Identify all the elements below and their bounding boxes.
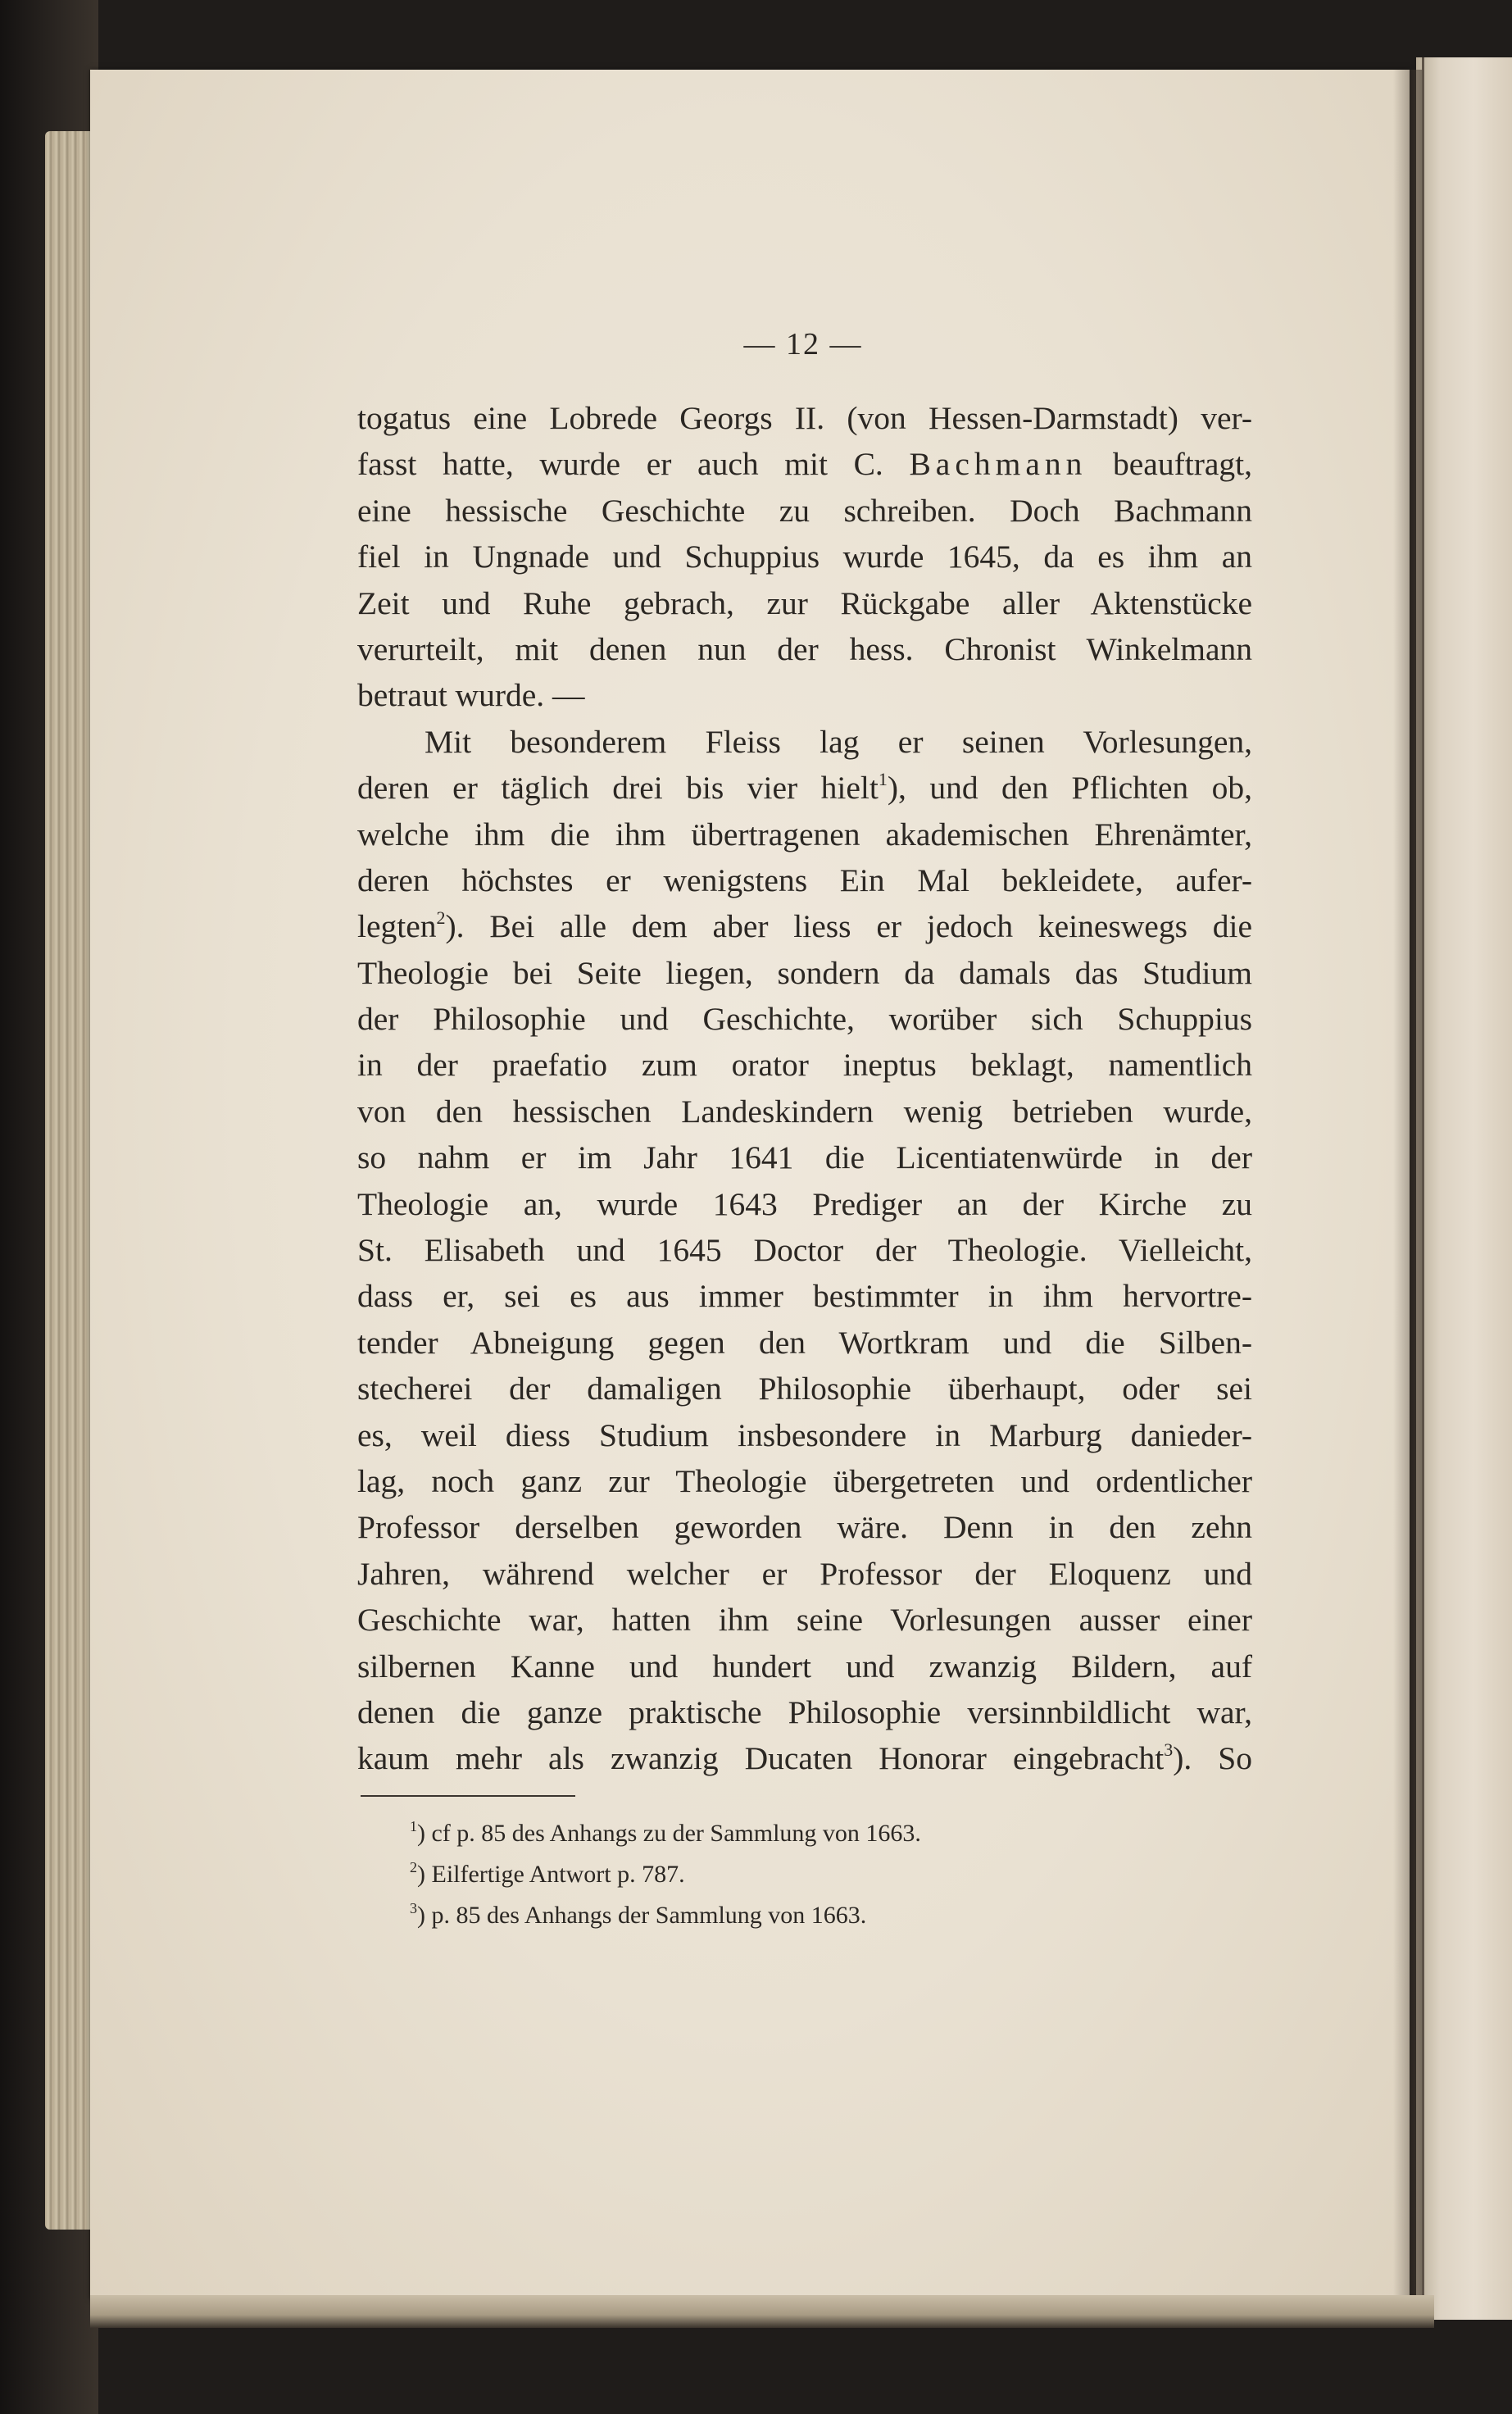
body-text: [357, 395, 1252, 1782]
text-line: denen die ganze praktische Philosophie versinnbildlicht war,: [357, 1693, 1252, 1730]
footnote: [410, 1813, 1229, 1854]
footnote-text: ) cf p. 85 des Anhangs zu der Sammlung von 1663.: [417, 1820, 921, 1847]
text-line: eine hessische Geschichte zu schreiben. Doch Bachmann: [357, 492, 1252, 529]
page-number: — 12 —: [743, 327, 863, 361]
text-run: fasst hatte, wurde er auch mit C.: [357, 446, 910, 483]
footnote-text: ) p. 85 des Anhangs der Sammlung von 1663.: [417, 1902, 867, 1929]
footnote-number: 2: [410, 1859, 417, 1875]
footnote-reference: 1: [878, 769, 888, 790]
text-line: fiel in Ungnade und Schuppius wurde 1645, da es ihm an: [357, 539, 1252, 575]
text-run: ), und den Pflichten ob,: [887, 770, 1252, 807]
footnote: [410, 1854, 1229, 1895]
text-line: silbernen Kanne und hundert und zwanzig Bildern, auf: [357, 1648, 1252, 1684]
book-gutter: [1422, 57, 1424, 2320]
text-line: Theologie an, wurde 1643 Prediger an der Kirche zu: [357, 1185, 1252, 1222]
text-run: beauftragt,: [1087, 446, 1252, 483]
footnote: [410, 1895, 1229, 1936]
text-line: stecherei der damaligen Philosophie überhaupt, oder sei: [357, 1371, 1252, 1407]
text-line: [357, 1735, 1252, 1781]
facing-page-edge: [1416, 57, 1512, 2320]
footnote-number: 1: [410, 1818, 417, 1834]
text-line: verurteilt, mit denen nun der hess. Chronist Winkelmann: [357, 630, 1252, 667]
text-line: [357, 903, 1252, 949]
spaced-name: Bachmann: [909, 446, 1087, 483]
text-run: kaum mehr als zwanzig Ducaten Honorar eingebracht: [357, 1740, 1165, 1777]
text-line: von den hessischen Landeskindern wenig betrieben wurde,: [357, 1093, 1252, 1130]
footnote-text: ) Eilfertige Antwort p. 787.: [417, 1861, 685, 1888]
text-line: deren höchstes er wenigstens Ein Mal bekleidete, aufer-: [357, 861, 1252, 898]
text-line: Theologie bei Seite liegen, sondern da damals das Studium: [357, 954, 1252, 991]
text-run: ). So: [1173, 1740, 1252, 1777]
footnote-divider: [361, 1795, 575, 1797]
page-bottom-edge: [90, 2295, 1434, 2328]
text-line: Zeit und Ruhe gebrach, zur Rückgabe aller Aktenstücke: [357, 584, 1252, 621]
text-line: Mit besonderem Fleiss lag er seinen Vorlesungen,: [425, 723, 1252, 760]
text-line: es, weil diess Studium insbesondere in Marburg danieder-: [357, 1416, 1252, 1453]
text-line: [357, 765, 1252, 811]
text-line: Professor derselben geworden wäre. Denn in den zehn: [357, 1509, 1252, 1546]
text-line: so nahm er im Jahr 1641 die Licentiatenwürde in der: [357, 1139, 1252, 1176]
text-line: welche ihm die ihm übertragenen akademischen Ehrenämter,: [357, 816, 1252, 852]
text-line: togatus eine Lobrede Georgs II. (von Hessen-Darmstadt) ver-: [357, 400, 1252, 436]
text-line: Jahren, während welcher er Professor der Eloquenz und: [357, 1555, 1252, 1592]
footnote-reference: 3: [1164, 1739, 1174, 1761]
footnote-number: 3: [410, 1900, 417, 1916]
text-line: in der praefatio zum orator ineptus beklagt, namentlich: [357, 1047, 1252, 1084]
text-run: ). Bei alle dem aber liess er jedoch keineswegs die: [445, 908, 1252, 945]
footnotes: [410, 1813, 1229, 1936]
text-line: Geschichte war, hatten ihm seine Vorlesungen ausser einer: [357, 1602, 1252, 1639]
text-run: legten: [357, 908, 437, 945]
text-line: [357, 441, 1252, 487]
page-shadow: [1393, 70, 1422, 2299]
footnote-reference: 2: [436, 907, 446, 929]
text-line: betraut wurde. —: [357, 677, 585, 714]
text-run: deren er täglich drei bis vier hielt: [357, 770, 879, 807]
text-line: St. Elisabeth und 1645 Doctor der Theologie. Vielleicht,: [357, 1232, 1252, 1269]
text-line: der Philosophie und Geschichte, worüber sich Schuppius: [357, 1001, 1252, 1038]
text-line: dass er, sei es aus immer bestimmter in ihm hervortre-: [357, 1278, 1252, 1315]
text-line: tender Abneigung gegen den Wortkram und die Silben-: [357, 1324, 1252, 1361]
text-line: lag, noch ganz zur Theologie übergetreten und ordentlicher: [357, 1462, 1252, 1499]
